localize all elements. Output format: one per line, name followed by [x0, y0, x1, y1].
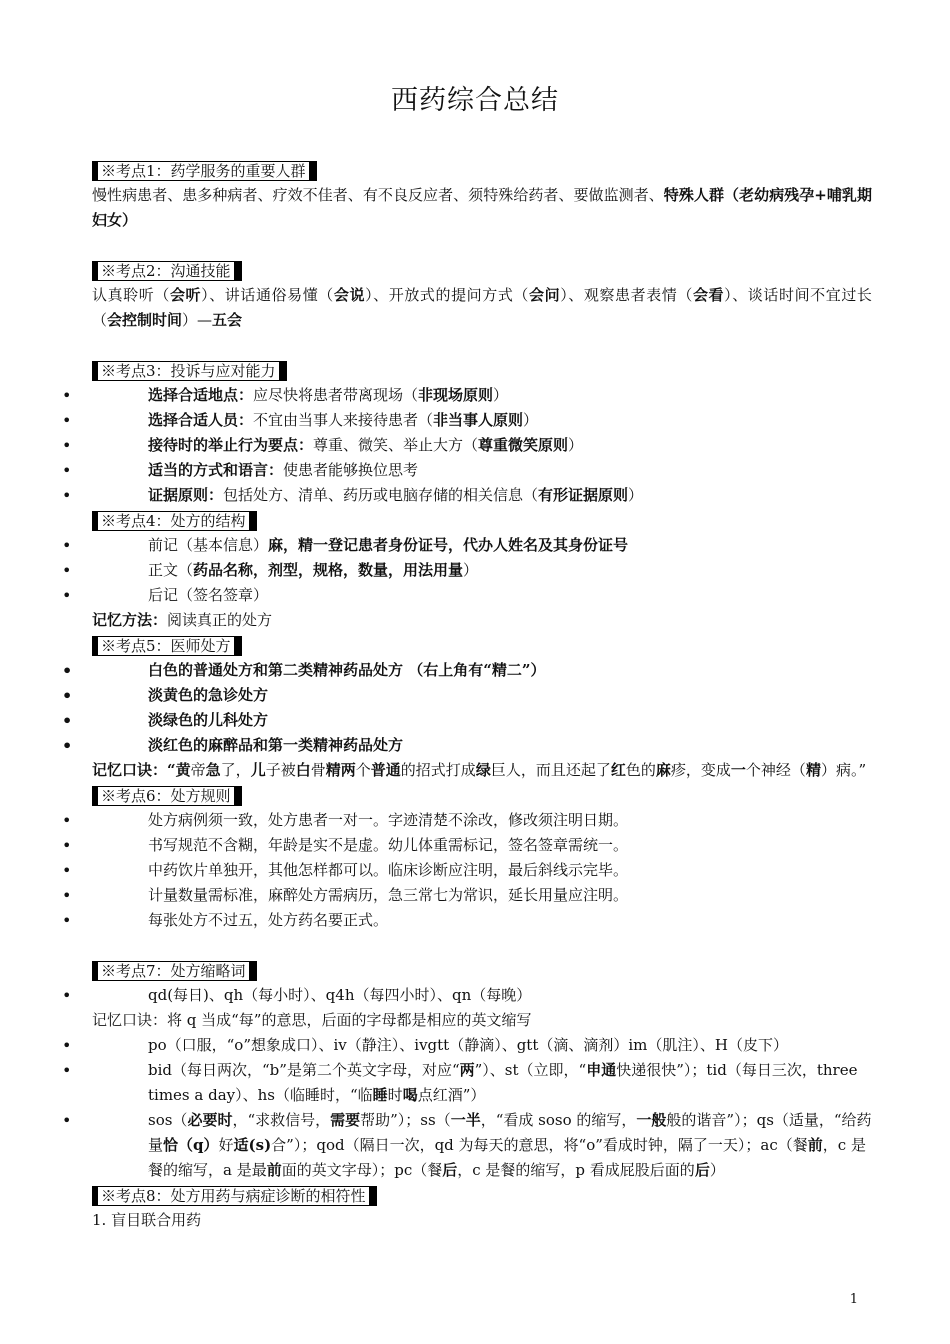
memo-run: 一 — [730, 761, 746, 779]
memo-run: 骨 — [310, 761, 326, 779]
list-item: • 书写规范不含糊，年龄是实不是虚。幼儿体重需标记，签名签章需统一。 — [92, 833, 872, 858]
abbr-run: ，“看成 soso 的缩写， — [480, 1111, 637, 1129]
section-header-1: ※考点1：药学服务的重要人群 — [92, 161, 317, 181]
list-item: • 淡红色的麻醉品和第一类精神药品处方 — [92, 733, 872, 758]
memo-run: 绿 — [475, 761, 491, 779]
section-header-8: ※考点8：处方用药与病症诊断的相符性 — [92, 1186, 377, 1206]
abbr-run: ） — [709, 1161, 725, 1179]
list-item: • bid（每日两次，“b”是第二个英文字母，对应“两”）、st（立即，“申通快递很快”）；tid（每日三次，three times a day）、hs（临睡时，“临睡时喝点红酒”） — [92, 1058, 872, 1108]
document-title: 西药综合总结 — [391, 85, 559, 116]
abbr-run: 必要时 — [187, 1111, 233, 1129]
list-item: • 选择合适地点：应尽快将患者带离现场（非现场原则） — [92, 383, 872, 408]
section-header-4: ※考点4：处方的结构 — [92, 511, 257, 531]
abbr-run: 面的英文字母）；pc（餐 — [281, 1161, 443, 1179]
memo-run: 儿 — [250, 761, 266, 779]
list-item: • 正文（药品名称，剂型，规格，数量，用法用量） — [92, 558, 872, 583]
abbr-run: ，c 是餐的缩写，p 看成屁股后面的 — [457, 1161, 695, 1179]
memo-run: 子被 — [265, 761, 296, 779]
section-header-2: ※考点2：沟通技能 — [92, 261, 242, 281]
list-item: • 每张处方不过五，处方药名要正式。 — [92, 908, 872, 933]
section-3-list — [92, 383, 872, 508]
section-6-list — [92, 808, 872, 933]
abbr-run: 前 — [807, 1136, 823, 1154]
abbr-run: 前 — [266, 1161, 282, 1179]
list-item — [92, 1108, 872, 1183]
numbered-item-1: 1. 盲目联合用药 — [92, 1211, 202, 1229]
abbr-run: 需要 — [330, 1111, 361, 1129]
memo-run: 巨人，而且还起了 — [490, 761, 611, 779]
memo-run: ）病。” — [820, 761, 867, 779]
list-item: • po（口服，“o”想象成口）、iv（静注）、ivgtt（静滴）、gtt（滴、滴剂）im（肌注）、H（皮下） — [92, 1033, 872, 1058]
memo-run: 麻 — [655, 761, 671, 779]
memo-run: 普通 — [370, 761, 401, 779]
section-2-text: 认真聆听（会听）、讲话通俗易懂（会说）、开放式的提问方式（会问）、观察患者表情（会看）、谈话时间不宜过长（会控制时间）—五会 — [92, 286, 872, 329]
list-item: • 中药饮片单独开，其他怎样都可以。临床诊断应注明，最后斜线示完毕。 — [92, 858, 872, 883]
section-4-memo: 记忆方法：阅读真正的处方 — [92, 611, 273, 629]
memo-run: 个神经（ — [745, 761, 806, 779]
abbr-run: ，“求救信号， — [232, 1111, 331, 1129]
list-item: • 后记（签名签章） — [92, 583, 872, 608]
memo-run: 疹，变成 — [670, 761, 731, 779]
abbr-run: ，c 是餐的缩写，a 是最 — [148, 1136, 866, 1179]
memo-run: 个 — [355, 761, 371, 779]
list-item: • 白色的普通处方和第二类精神药品处方 （右上角有“精二”） — [92, 658, 872, 683]
memo-run: 红 — [610, 761, 626, 779]
memo-run: 急 — [205, 761, 221, 779]
abbr-run: 合”）；qod（隔日一次，qd 为每天的意思，将“o”看成时钟，隔了一天）；ac（餐 — [271, 1136, 808, 1154]
memo-run: 精两 — [325, 761, 356, 779]
memo-run: 的招式打成 — [400, 761, 476, 779]
list-item: • 淡绿色的儿科处方 — [92, 708, 872, 733]
list-item: • 淡黄色的急诊处方 — [92, 683, 872, 708]
abbr-run: 恰（q） — [163, 1136, 219, 1154]
list-item: • 适当的方式和语言：使患者能够换位思考 — [92, 458, 872, 483]
abbr-run: 一半 — [450, 1111, 481, 1129]
section-header-7: ※考点7：处方缩略词 — [92, 961, 257, 981]
abbr-run: 后 — [442, 1161, 458, 1179]
memo-run: 色的 — [625, 761, 656, 779]
section-4-list — [92, 533, 872, 608]
section-header-5: ※考点5：医师处方 — [92, 636, 242, 656]
abbr-run: 好 — [218, 1136, 234, 1154]
list-item: • 前记（基本信息）麻，精一登记患者身份证号，代办人姓名及其身份证号 — [92, 533, 872, 558]
section-header-6: ※考点6：处方规则 — [92, 786, 242, 806]
list-item: • 计量数量需标准，麻醉处方需病历，急三常七为常识，延长用量应注明。 — [92, 883, 872, 908]
memo-run: 记忆口诀：“黄 — [92, 761, 191, 779]
page-number: 1 — [849, 1292, 858, 1307]
list-item: • 证据原则：包括处方、清单、药历或电脑存储的相关信息（有形证据原则） — [92, 483, 872, 508]
section-7-list-b — [92, 1033, 872, 1183]
abbr-run: 般的谐音”）；qs（适量，“给药量 — [148, 1111, 872, 1154]
list-item: • 处方病例须一致，处方患者一对一。字迹清楚不涂改，修改须注明日期。 — [92, 808, 872, 833]
section-header-3: ※考点3：投诉与应对能力 — [92, 361, 287, 381]
memo-run: 白 — [295, 761, 311, 779]
memo-run: 帝 — [190, 761, 206, 779]
section-7-list-a — [92, 983, 872, 1008]
document-body — [92, 158, 872, 1233]
abbr-run: 帮助”）；ss（ — [360, 1111, 451, 1129]
section-5-memo — [92, 758, 872, 783]
abbr-run: 后 — [694, 1161, 710, 1179]
memo-run: 精 — [805, 761, 821, 779]
section-1-text: 慢性病患者、患多种病者、疗效不佳者、有不良反应者、须特殊给药者、要做监测者、特殊人群（老幼病残孕+哺乳期妇女） — [92, 186, 872, 229]
section-5-list — [92, 658, 872, 758]
abbr-run: sos（ — [148, 1111, 188, 1129]
list-item: • qd(每日)、qh（每小时）、q4h（每四小时）、qn（每晚） — [92, 983, 872, 1008]
section-7-memo: 记忆口诀：将 q 当成“每”的意思，后面的字母都是相应的英文缩写 — [92, 1011, 532, 1029]
abbr-run: 适(s) — [233, 1136, 272, 1154]
abbr-run: 一般 — [636, 1111, 667, 1129]
list-item: • 选择合适人员：不宜由当事人来接待患者（非当事人原则） — [92, 408, 872, 433]
list-item: • 接待时的举止行为要点：尊重、微笑、举止大方（尊重微笑原则） — [92, 433, 872, 458]
memo-run: 了， — [220, 761, 251, 779]
